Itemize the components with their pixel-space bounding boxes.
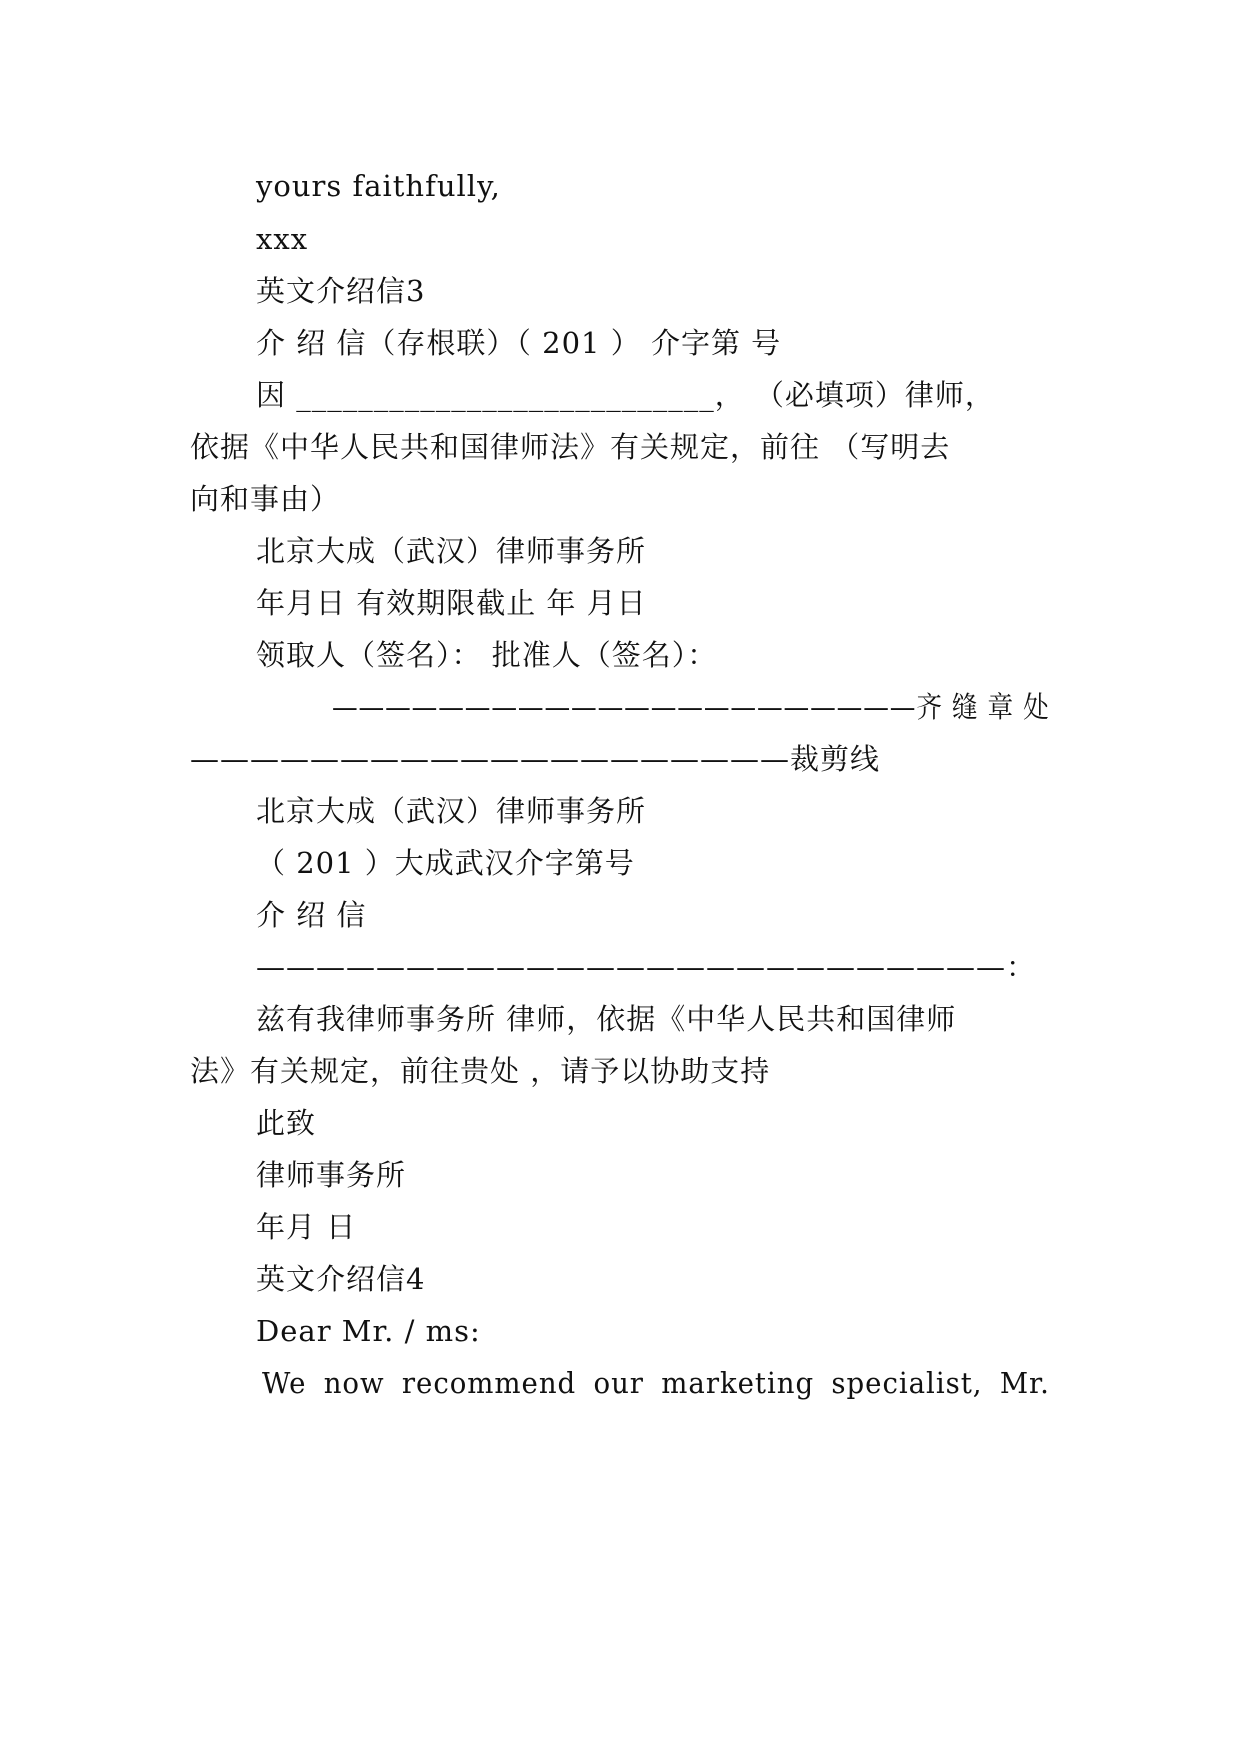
stub-title: 介 绍 信（存根联）（ 201 ） 介字第 号 xyxy=(256,326,782,360)
paragraph-line: 依据《中华人民共和国律师法》有关规定，前往 （写明去 xyxy=(190,430,951,464)
section-heading: 英文介绍信3 xyxy=(256,274,426,308)
paragraph-line: 因 ___________________________， （必填项）律师， xyxy=(256,378,995,412)
signature-fields: 领取人（签名）： 批准人（签名）： xyxy=(256,638,718,672)
greeting-line: Dear Mr. / ms: xyxy=(256,1314,481,1348)
seal-divider: ——————————————————————齐 缝 章 处 xyxy=(332,690,1050,724)
closing-line: yours faithfully, xyxy=(256,169,501,203)
paragraph-line: 向和事由） xyxy=(190,482,341,516)
signature-line: xxx xyxy=(256,222,309,256)
cut-line: ————————————————————裁剪线 xyxy=(190,742,881,776)
reference-number: （ 201 ）大成武汉介字第号 xyxy=(256,846,635,880)
date-line: 年月日 有效期限截止 年 月日 xyxy=(256,586,647,620)
paragraph-line: 兹有我律师事务所 律师，依据《中华人民共和国律师 xyxy=(256,1002,957,1036)
salutation-line: 此致 xyxy=(256,1106,317,1140)
paragraph-line: 法》有关规定，前往贵处 ，请予以协助支持 xyxy=(190,1054,771,1088)
firm-signature: 律师事务所 xyxy=(256,1158,407,1192)
letter-title: 介 绍 信 xyxy=(256,898,367,932)
recipient-line: —————————————————————————： xyxy=(256,950,1037,984)
firm-name: 北京大成（武汉）律师事务所 xyxy=(256,794,647,828)
firm-name: 北京大成（武汉）律师事务所 xyxy=(256,534,647,568)
section-heading: 英文介绍信4 xyxy=(256,1262,426,1296)
paragraph-line: We now recommend our marketing specialist, Mr. xyxy=(262,1366,1050,1400)
date-line: 年月 日 xyxy=(256,1210,357,1244)
